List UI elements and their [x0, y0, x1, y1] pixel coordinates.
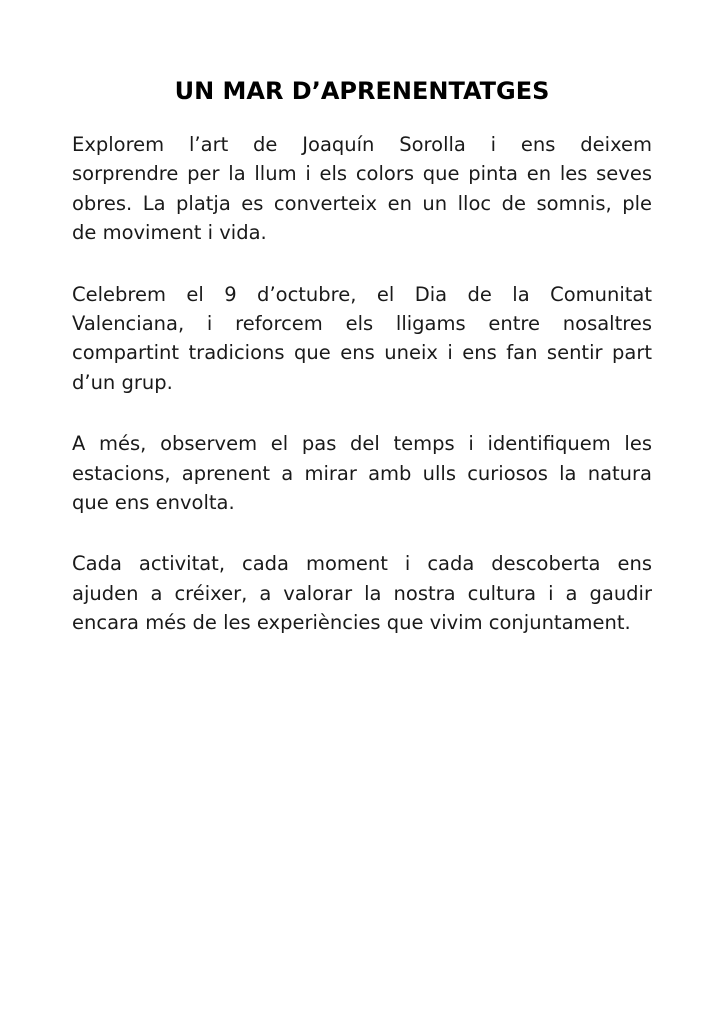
page-title: UN MAR D’APRENENTATGES — [174, 77, 550, 105]
text-line: d’un grup. — [72, 370, 173, 394]
text-line: Explorem l’art de Joaquín Sorolla i ens deixem — [72, 133, 652, 156]
text-line: estacions, aprenent a mirar amb ulls curiosos la natura — [72, 461, 652, 485]
text-line: compartint tradicions que ens uneix i ens fan sentir part — [72, 341, 652, 365]
paragraph-estacions — [72, 429, 652, 517]
text-line: encara més de les experiències que vivim conjuntament. — [72, 611, 631, 635]
text-line: de moviment i vida. — [72, 221, 267, 245]
paragraph-9-octubre — [72, 280, 652, 398]
text-line: Valenciana, i reforcem els lligams entre nosaltres — [72, 312, 652, 336]
document-body — [72, 130, 652, 670]
text-line: sorprendre per la llum i els colors que pinta en les seves — [72, 162, 652, 186]
text-line: Celebrem el 9 d’octubre, el Dia de la Comunitat — [72, 282, 652, 306]
text-line: ajuden a créixer, a valorar la nostra cultura i a gaudir — [72, 581, 652, 605]
text-line: Cada activitat, cada moment i cada descoberta ens — [72, 552, 652, 576]
text-line: obres. La platja es converteix en un lloc de somnis, ple — [72, 191, 652, 215]
paragraph-sorolla — [72, 130, 652, 248]
text-line: A més, observem el pas del temps i identifiquem les — [72, 432, 652, 456]
text-line: que ens envolta. — [72, 491, 235, 515]
paragraph-activitats — [72, 549, 652, 637]
